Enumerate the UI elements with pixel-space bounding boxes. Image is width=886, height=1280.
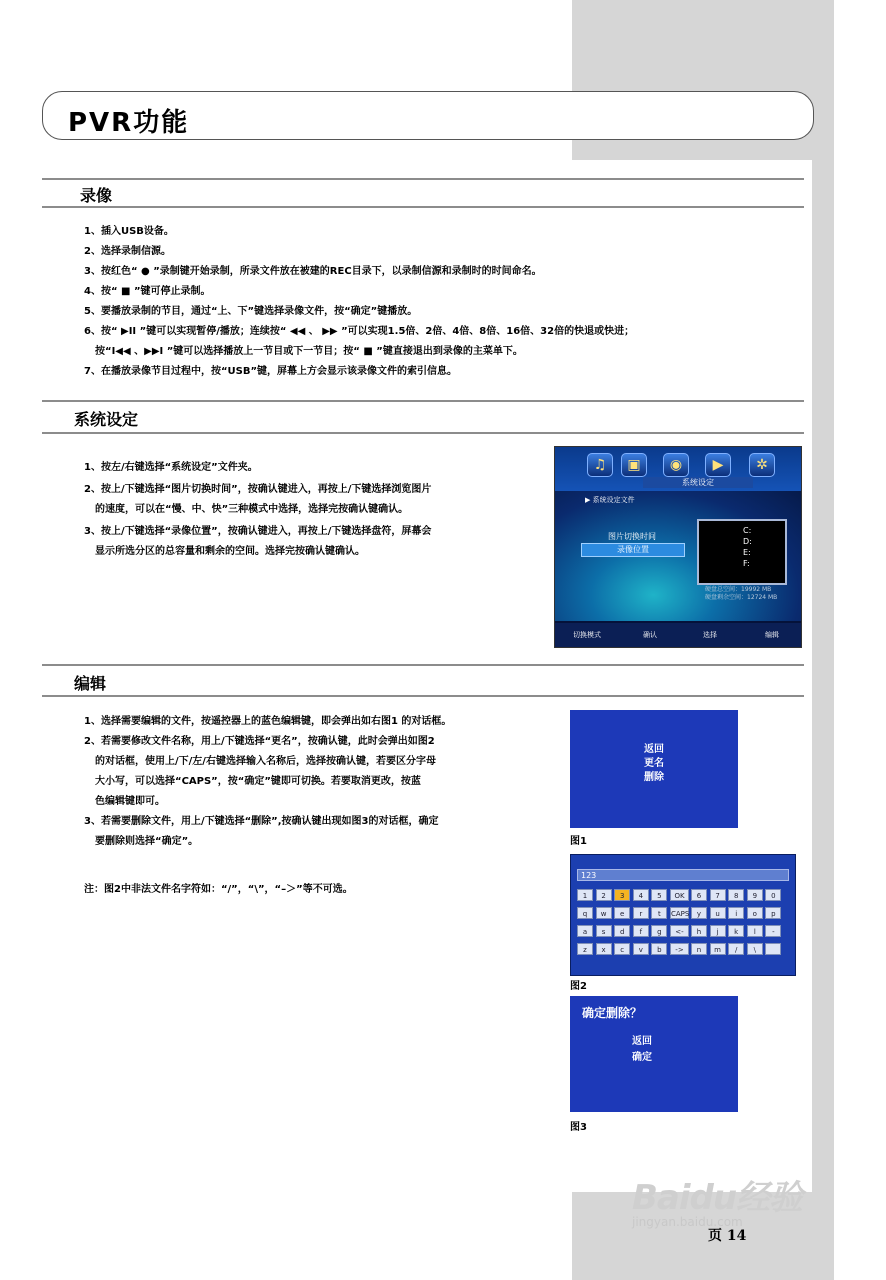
step-text: 3、按上/下键选择“录像位置”，按确认键进入，再按上/下键选择盘符，屏幕会 <box>84 526 432 537</box>
menu-item-record-location[interactable]: 录像位置 <box>581 543 685 557</box>
keyboard-key[interactable]: / <box>728 943 744 955</box>
section-rule-bottom <box>42 432 804 434</box>
disk-free: 硬盘剩余空间：12724 MB <box>705 594 778 601</box>
keyboard-key[interactable]: s <box>596 925 612 937</box>
page-number: 页 14 <box>708 1228 747 1244</box>
dialog-option-confirm[interactable]: 确定 <box>632 1052 652 1063</box>
step-text: 2、选择录制信源。 <box>84 246 171 257</box>
footer-hint: 编辑 <box>765 631 779 639</box>
step-text-continued: 大小写，可以选择“CAPS”，按“确定”键即可切换。若要取消更改，按蓝 <box>95 776 421 787</box>
screen-breadcrumb: ▶ 系统设定文件 <box>585 496 635 504</box>
watermark-brand: Baidu经验 <box>632 1178 803 1218</box>
edit-dialog-figure <box>570 710 738 828</box>
record-steps <box>84 222 634 382</box>
watermark-url: jingyan.baidu.com <box>632 1215 743 1229</box>
list-item <box>84 302 634 322</box>
disk-info <box>705 586 777 602</box>
step-text-continued: 色编辑键即可。 <box>95 796 165 807</box>
dialog-option-rename[interactable]: 更名 <box>644 758 664 769</box>
keyboard-key[interactable]: 8 <box>728 889 744 901</box>
step-text-continued: 的对话框，使用上/下/左/右键选择输入名称后，选择按确认键，若要区分字母 <box>95 756 436 767</box>
keyboard-key[interactable]: v <box>633 943 649 955</box>
list-item <box>84 282 634 302</box>
section-rule-bottom <box>42 695 804 697</box>
step-text: 2、按上/下键选择“图片切换时间”，按确认键进入，再按上/下键选择浏览图片 <box>84 484 432 495</box>
step-text: 1、选择需要编辑的文件，按遥控器上的蓝色编辑键，即会弹出如右图1 的对话框。 <box>84 716 452 727</box>
disk-total: 硬盘总空间：19992 MB <box>705 586 772 593</box>
list-item <box>84 480 431 520</box>
keyboard-key[interactable]: m <box>710 943 726 955</box>
step-text-continued: 的速度，可以在“慢、中、快”三种模式中选择，选择完按确认键确认。 <box>95 504 409 515</box>
list-item <box>84 242 634 262</box>
keyboard-key[interactable]: o <box>747 907 763 919</box>
section-rule-bottom <box>42 206 804 208</box>
footer-hint: 确认 <box>643 631 657 639</box>
figure-caption: 图1 <box>570 836 587 847</box>
footer-hint: 切换模式 <box>573 631 601 639</box>
baidu-watermark <box>632 1170 802 1229</box>
section-title-settings: 系统设定 <box>74 410 139 429</box>
edit-steps <box>84 712 451 852</box>
keyboard-key[interactable]: \ <box>747 943 763 955</box>
footer-hint: 选择 <box>703 631 717 639</box>
dialog-option-back[interactable]: 返回 <box>644 744 664 755</box>
figure-caption: 图3 <box>570 1122 587 1133</box>
keyboard-key[interactable]: OK <box>670 889 689 901</box>
keyboard-key[interactable]: 2 <box>596 889 612 901</box>
keyboard-key[interactable]: p <box>765 907 781 919</box>
step-text-continued: 显示所选分区的总容量和剩余的空间。选择完按确认键确认。 <box>95 546 365 557</box>
drive-item[interactable]: D: <box>743 537 752 546</box>
keyboard-key[interactable]: z <box>577 943 593 955</box>
page-title: PVR功能 <box>68 108 190 138</box>
list-item <box>84 732 451 812</box>
list-item <box>84 812 451 852</box>
keyboard-key[interactable]: c <box>614 943 630 955</box>
list-item <box>84 712 451 732</box>
keyboard-key[interactable]: b <box>651 943 667 955</box>
keyboard-key[interactable]: q <box>577 907 593 919</box>
rename-input[interactable]: 123 <box>577 869 789 881</box>
keyboard-key[interactable]: l <box>747 925 763 937</box>
drive-list <box>697 519 787 585</box>
section-rule-top <box>42 178 804 180</box>
keyboard-key[interactable]: t <box>651 907 667 919</box>
settings-icon: ✲ <box>749 453 775 477</box>
section-rule-top <box>42 400 804 402</box>
keyboard-key[interactable]: n <box>691 943 707 955</box>
music-icon: ♫ <box>587 453 613 477</box>
step-text: 1、按左/右键选择“系统设定”文件夹。 <box>84 462 258 473</box>
keyboard-key[interactable]: d <box>614 925 630 937</box>
keyboard-key[interactable]: 5 <box>651 889 667 901</box>
step-text: 2、若需要修改文件名称，用上/下键选择“更名”，按确认键，此时会弹出如图2 <box>84 736 435 747</box>
screen-footer <box>555 623 801 647</box>
step-text: 6、按“ ▶II ”键可以实现暂停/播放；连续按“ ◀◀ 、 ▶▶ ”可以实现1.5倍、2倍、4倍、8倍、16倍、32倍的快退或快进； <box>84 326 635 337</box>
keyboard-key[interactable]: 4 <box>633 889 649 901</box>
record-icon: ▶ <box>705 453 731 477</box>
menu-item-slide-time[interactable]: 图片切换时间 <box>608 532 656 541</box>
keyboard-key[interactable]: <- <box>670 925 689 937</box>
step-text-continued: 要删除则选择“确定”。 <box>95 836 199 847</box>
delete-confirm-figure <box>570 996 738 1112</box>
keyboard-key[interactable]: u <box>710 907 726 919</box>
keyboard-key[interactable]: e <box>614 907 630 919</box>
keyboard-key[interactable]: 6 <box>691 889 707 901</box>
keyboard-key[interactable]: x <box>596 943 612 955</box>
step-text: 7、在播放录像节目过程中，按“USB”键，屏幕上方会显示该录像文件的索引信息。 <box>84 366 458 377</box>
step-text: 3、若需要删除文件，用上/下键选择“删除”,按确认键出现如图3的对话框，确定 <box>84 816 439 827</box>
keyboard-key[interactable]: 0 <box>765 889 781 901</box>
keyboard-key[interactable]: 7 <box>710 889 726 901</box>
keyboard-key[interactable]: w <box>596 907 612 919</box>
section-title-edit: 编辑 <box>74 674 107 693</box>
system-settings-screenshot <box>554 446 802 648</box>
rename-keyboard-figure <box>570 854 796 976</box>
step-text: 3、按红色“ ● ”录制键开始录制，所录文件放在被建的REC目录下，以录制信源和录制时的时间命名。 <box>84 266 542 277</box>
confirm-question: 确定删除？ <box>582 1006 643 1020</box>
step-text-continued: 按“I◀◀ 、▶▶I ”键可以选择播放上一节目或下一节目；按“ ■ ”键直接退出到录像的主菜单下。 <box>95 346 523 357</box>
step-text: 1、插入USB设备。 <box>84 226 174 237</box>
dialog-option-delete[interactable]: 删除 <box>644 772 664 783</box>
keyboard-key[interactable]: 3 <box>614 889 630 901</box>
keyboard-key[interactable]: y <box>691 907 707 919</box>
note-text: 注：图2中非法文件名字符如：“/”，“\”，“–＞”等不可选。 <box>84 884 353 895</box>
drive-item[interactable]: C: <box>743 526 752 535</box>
list-item <box>84 262 634 282</box>
step-text: 4、按“ ■ ”键可停止录制。 <box>84 286 211 297</box>
keyboard-key[interactable]: CAPS <box>670 907 689 919</box>
keyboard-key[interactable]: j <box>710 925 726 937</box>
step-text: 5、要播放录制的节目，通过“上、下”键选择录像文件，按“确定”键播放。 <box>84 306 418 317</box>
keyboard-key[interactable]: f <box>633 925 649 937</box>
keyboard-key[interactable]: 9 <box>747 889 763 901</box>
keyboard-key[interactable]: h <box>691 925 707 937</box>
drive-item[interactable]: E: <box>743 548 751 557</box>
figure-caption: 图2 <box>570 981 587 992</box>
list-item <box>84 458 431 478</box>
list-item <box>84 362 634 382</box>
list-item <box>84 522 431 562</box>
keyboard-key[interactable]: 1 <box>577 889 593 901</box>
keyboard-key[interactable]: i <box>728 907 744 919</box>
keyboard-key[interactable]: -> <box>670 943 689 955</box>
section-title-record: 录像 <box>80 186 113 205</box>
section-rule-top <box>42 664 804 666</box>
keyboard-key[interactable]: g <box>651 925 667 937</box>
keyboard-key[interactable]: a <box>577 925 593 937</box>
keyboard-key[interactable]: k <box>728 925 744 937</box>
drive-item[interactable]: F: <box>743 559 750 568</box>
menu-tab-bar <box>555 447 801 491</box>
dialog-option-back[interactable]: 返回 <box>632 1036 652 1047</box>
list-item <box>84 222 634 242</box>
right-gray-strip <box>812 0 834 1280</box>
keyboard-key[interactable] <box>765 943 781 955</box>
keyboard-key[interactable]: r <box>633 907 649 919</box>
photo-icon: ▣ <box>621 453 647 477</box>
list-item <box>84 322 634 362</box>
keyboard-key[interactable]: - <box>765 925 781 937</box>
screen-header: 系统设定 <box>643 477 753 488</box>
movie-icon: ◉ <box>663 453 689 477</box>
settings-steps <box>84 458 431 562</box>
